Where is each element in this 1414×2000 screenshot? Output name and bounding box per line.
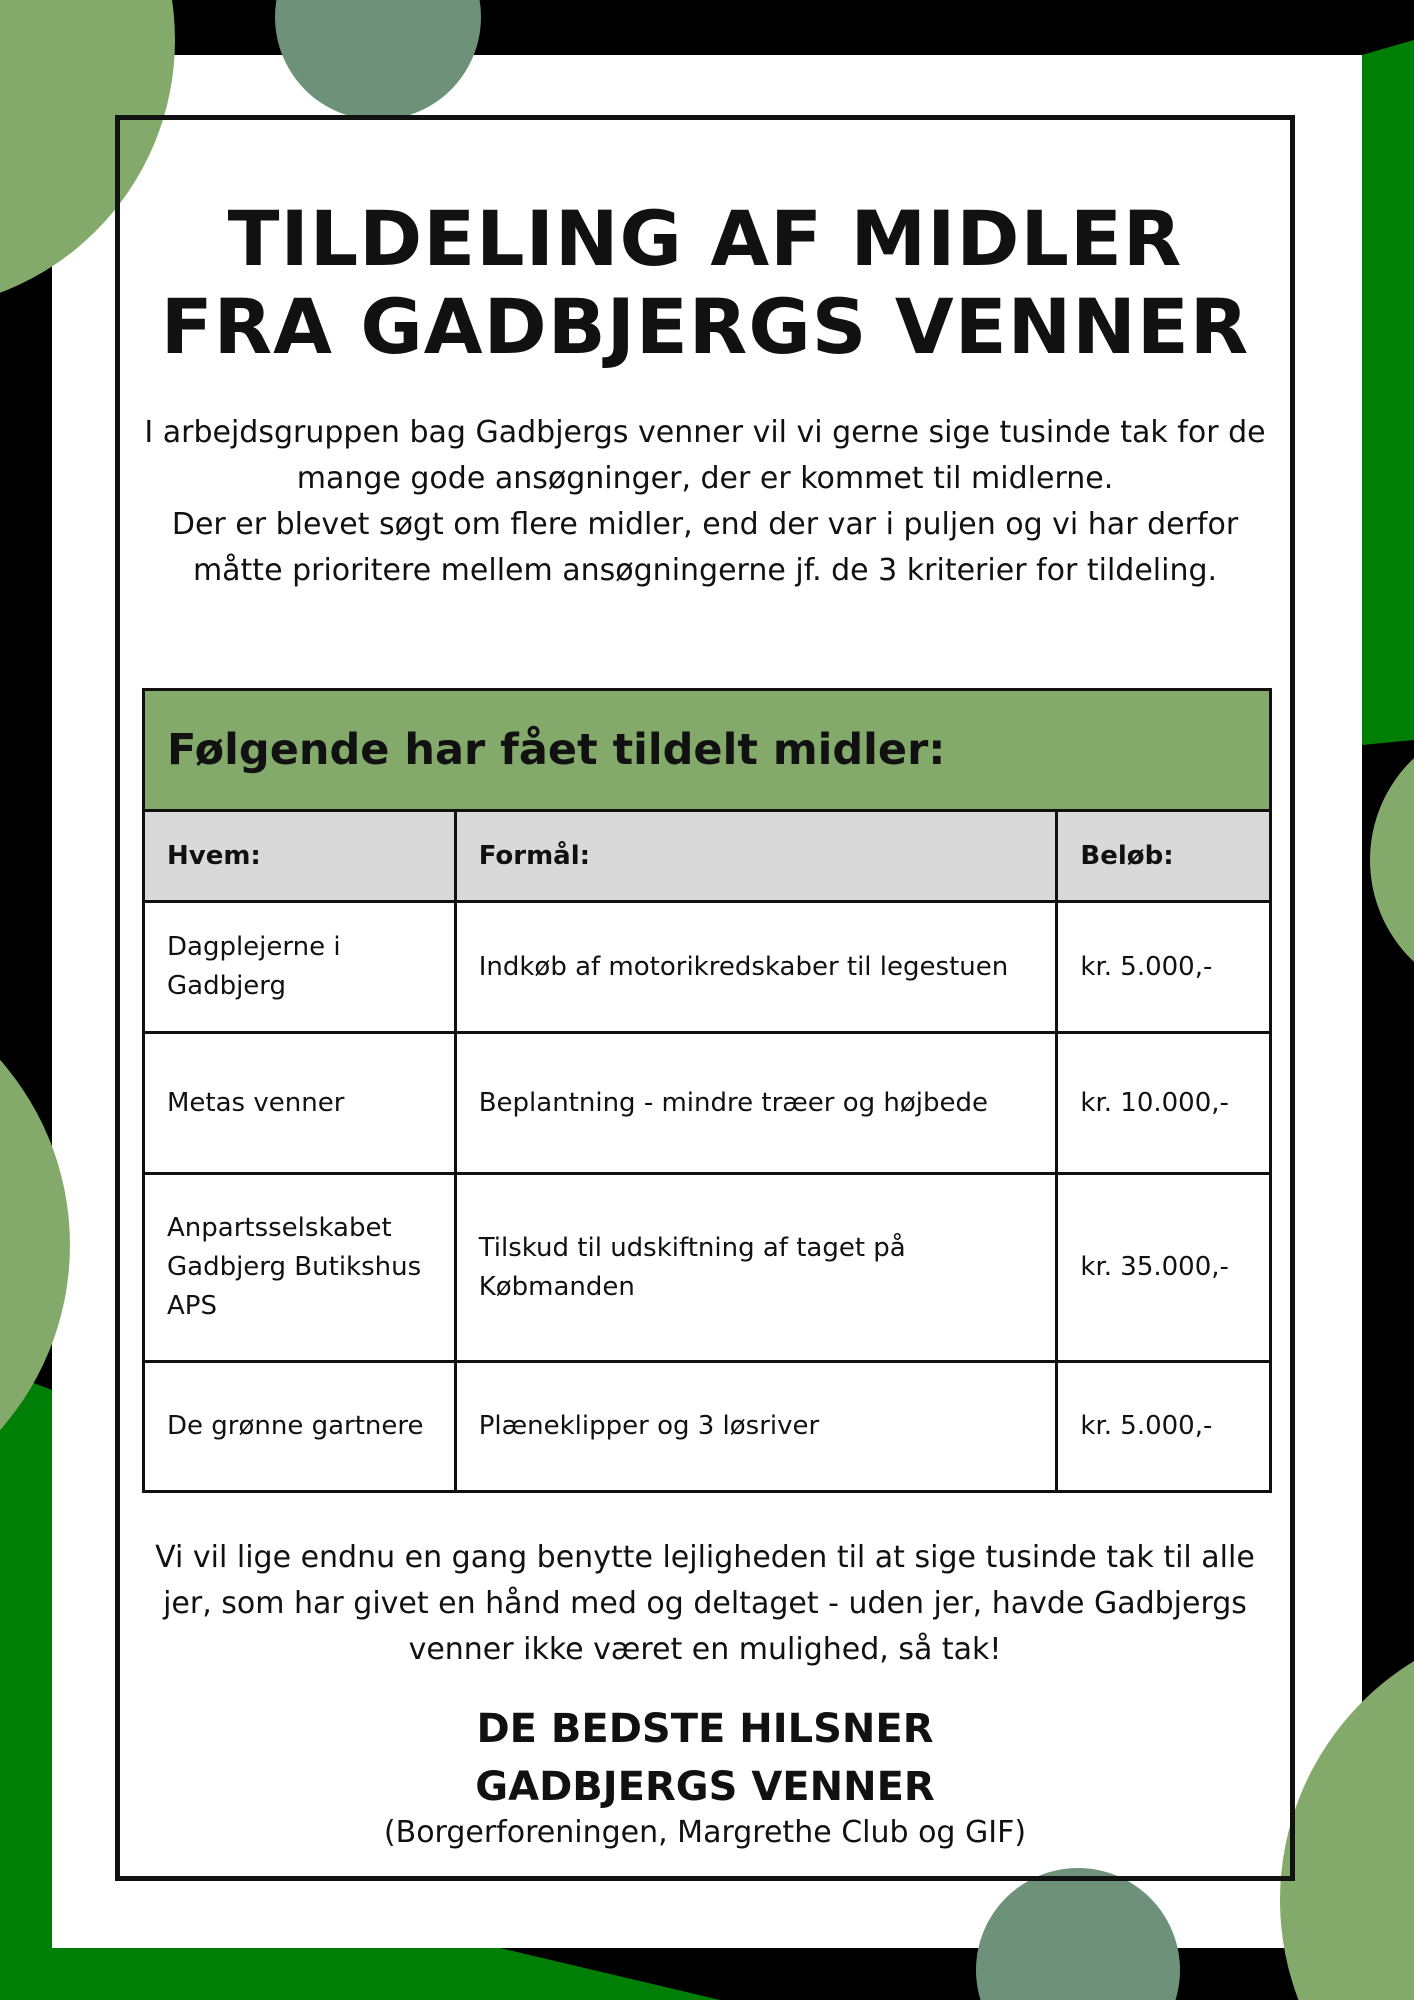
table-row [144, 1174, 1271, 1362]
signature [200, 1700, 1210, 1816]
intro-paragraph-2: Der er blevet søgt om flere midler, end der var i puljen og vi har derfor måtte prioritere mellem ansøgningerne jf. de 3 kriterier for tildeling. [171, 507, 1239, 588]
left-circle [0, 965, 70, 1525]
header-amount: Beløb: [1057, 811, 1271, 902]
cell-amount: kr. 35.000,- [1057, 1174, 1271, 1362]
header-purpose: Formål: [455, 811, 1057, 902]
bottom-circle [976, 1868, 1180, 2000]
cell-purpose: Beplantning - mindre træer og højbede [455, 1033, 1057, 1174]
cell-who: Anpartsselskabet Gadbjerg Butikshus APS [144, 1174, 456, 1362]
closing-text: Vi vil lige endnu en gang benytte lejligheden til at sige tusinde tak til alle jer, som har givet en hånd med og deltaget - uden jer, havde Gadbjergs venner ikke været en mulighed, så tak! [155, 1540, 1255, 1667]
cell-amount: kr. 10.000,- [1057, 1033, 1271, 1174]
table-row [144, 1362, 1271, 1492]
table-header-row [144, 811, 1271, 902]
cell-purpose: Plæneklipper og 3 løsriver [455, 1362, 1057, 1492]
cell-who: De grønne gartnere [144, 1362, 456, 1492]
right-circle [1370, 720, 1414, 1000]
cell-who: Dagplejerne i Gadbjerg [144, 902, 456, 1033]
cell-purpose: Indkøb af motorikredskaber til legestuen [455, 902, 1057, 1033]
signature-line-1: DE BEDSTE HILSNER [476, 1706, 934, 1752]
cell-purpose: Tilskud til udskiftning af taget på Købmanden [455, 1174, 1057, 1362]
intro-paragraph-1: I arbejdsgruppen bag Gadbjergs venner vil vi gerne sige tusinde tak for de mange gode ansøgninger, der er kommet til midlerne. [144, 415, 1266, 496]
intro-text [128, 410, 1282, 594]
top-circle [275, 0, 481, 120]
title-line-1: TILDELING AF MIDLER [227, 194, 1183, 283]
bottom-right-circle [1280, 1620, 1414, 2000]
header-who: Hvem: [144, 811, 456, 902]
signature-line-2: GADBJERGS VENNER [475, 1764, 935, 1810]
grants-table [142, 688, 1272, 1493]
poster-title [120, 195, 1290, 371]
cell-amount: kr. 5.000,- [1057, 1362, 1271, 1492]
cell-amount: kr. 5.000,- [1057, 902, 1271, 1033]
table-row [144, 902, 1271, 1033]
table-row [144, 1033, 1271, 1174]
table-caption: Følgende har fået tildelt midler: [144, 690, 1271, 811]
title-line-2: FRA GADBJERGS VENNER [160, 282, 1250, 371]
signature-subline: (Borgerforeningen, Margrethe Club og GIF) [383, 1815, 1027, 1850]
cell-who: Metas venner [144, 1033, 456, 1174]
